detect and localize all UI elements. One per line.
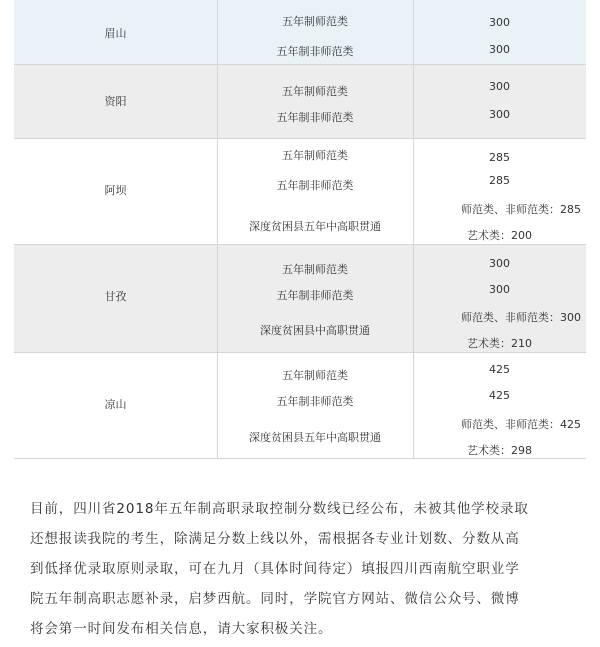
city-cell: 眉山 [104, 27, 127, 40]
type-cell: 五年制非师范类 [276, 289, 354, 302]
table-row [14, 139, 586, 245]
table-row [14, 245, 586, 353]
table-row [14, 0, 586, 65]
score-cell: 285 [489, 174, 510, 187]
city-cell: 凉山 [104, 398, 127, 411]
score-cell: 300 [489, 283, 510, 296]
city-cell: 资阳 [104, 95, 127, 108]
type-cell: 五年制非师范类 [276, 111, 354, 124]
city-cell: 阿坝 [104, 184, 127, 197]
score-cell: 师范类、非师范类：285 [461, 203, 581, 216]
type-cell: 五年制非师范类 [276, 395, 354, 408]
paragraph-line: 目前，四川省2018年五年制高职录取控制分数线已经公布，未被其他学校录取 [30, 501, 529, 517]
type-cell: 深度贫困县五年中高职贯通 [249, 220, 381, 233]
type-cell: 深度贫困县五年中高职贯通 [249, 431, 381, 444]
score-cell: 285 [489, 151, 510, 164]
score-cell: 艺术类：298 [467, 444, 532, 457]
score-cell: 300 [489, 43, 510, 56]
type-cell: 五年制师范类 [282, 149, 348, 162]
score-cell: 300 [489, 108, 510, 121]
score-cell: 425 [489, 389, 510, 402]
score-cell: 300 [489, 16, 510, 29]
score-cell: 300 [489, 257, 510, 270]
score-cell: 艺术类：200 [467, 229, 532, 242]
score-table [14, 0, 586, 459]
score-cell: 师范类、非师范类：425 [461, 418, 581, 431]
score-cell: 300 [489, 80, 510, 93]
type-cell: 深度贫困县中高职贯通 [260, 324, 370, 337]
type-cell: 五年制非师范类 [276, 179, 354, 192]
table-row [14, 353, 586, 459]
paragraph-line: 将会第一时间发布相关信息，请大家积极关注。 [30, 621, 333, 637]
score-cell: 425 [489, 363, 510, 376]
score-cell: 艺术类：210 [467, 337, 532, 350]
paragraph-line: 到低择优录取原则录取，可在九月（具体时间待定）填报四川西南航空职业学 [30, 561, 520, 577]
type-cell: 五年制师范类 [282, 85, 348, 98]
type-cell: 五年制师范类 [282, 263, 348, 276]
score-cell: 师范类、非师范类：300 [461, 311, 581, 324]
paragraph-line: 还想报读我院的考生，除满足分数上线以外，需根据各专业计划数、分数从高 [30, 531, 520, 547]
table-row [14, 65, 586, 139]
type-cell: 五年制非师范类 [276, 45, 354, 58]
city-cell: 甘孜 [104, 290, 127, 303]
paragraph-line: 院五年制高职志愿补录，启梦西航。同时，学院官方网站、微信公众号、微博 [30, 591, 520, 607]
type-cell: 五年制师范类 [282, 15, 348, 28]
type-cell: 五年制师范类 [282, 369, 348, 382]
announcement-paragraph [30, 494, 575, 644]
